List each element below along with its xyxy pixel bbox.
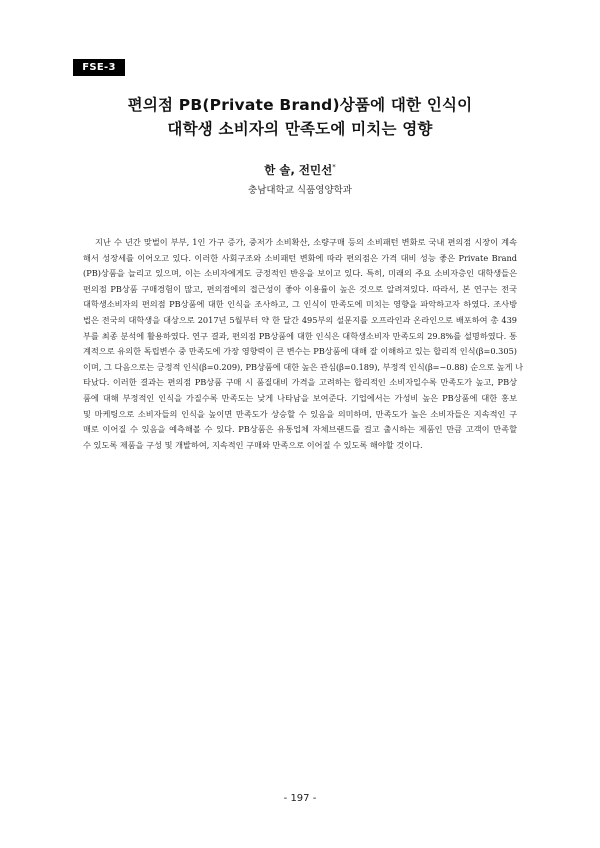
- abstract-line: 법은 전국의 대학생을 대상으로 2017년 5월부터 약 한 달간 495부의 설문지를 오프라인과 온라인으로 배포하여 총 439: [83, 314, 517, 325]
- abstract-line: 수 있도록 제품을 구성 및 개발하여, 지속적인 구매와 만족으로 이어질 수 있도록 해야할 것이다.: [83, 439, 423, 450]
- abstract-line: 대학생소비자의 편의점 PB상품에 대한 인식을 조사하고, 그 인식이 만족도에 미치는 영향을 파악하고자 하였다. 조사방: [83, 299, 517, 310]
- abstract-line: 및 마케팅으로 소비자들의 인식을 높이면 만족도가 상승할 수 있음을 의미하며, 만족도가 높은 소비자들은 지속적인 구: [83, 408, 517, 419]
- abstract: [83, 235, 524, 453]
- abstract-line: 매로 이어질 수 있음을 예측해볼 수 있다. PB상품은 유통업체 자체브랜드를 걸고 출시하는 제품인 만큼 고객이 만족할: [83, 424, 517, 435]
- abstract-line: 지난 수 년간 맞벌이 부부, 1인 가구 증가, 중저가 소비확산, 소량구매 등의 소비패턴 변화로 국내 편의점 시장이 계속: [95, 237, 517, 247]
- abstract-line: 계적으로 유의한 독립변수 중 만족도에 가장 영향력이 큰 변수는 PB상품에 대해 잘 이해하고 있는 합리적 인식(β=0.305): [83, 346, 517, 357]
- abstract-line: 타났다. 이러한 결과는 편의점 PB상품 구매 시 품질대비 가격을 고려하는 합리적인 소비자일수록 만족도가 높고, PB상: [83, 377, 517, 388]
- affiliation: 충남대학교 식품영양학과: [248, 185, 352, 196]
- abstract-line: 부를 최종 분석에 활용하였다. 연구 결과, 편의점 PB상품에 대한 인식은 대학생소비자 만족도의 29.8%를 설명하였다. 통: [83, 330, 517, 341]
- session-badge: FSE-3: [73, 59, 125, 76]
- author-names: 한 솔, 전민선: [264, 163, 333, 177]
- paper-title-line-2: 대학생 소비자의 만족도에 미치는 영향: [167, 120, 433, 138]
- page-number: - 197 -: [283, 793, 317, 804]
- paper-title-line-1: 편의점 PB(Private Brand)상품에 대한 인식이: [127, 96, 473, 114]
- abstract-line: 해서 성장세를 이어오고 있다. 이러한 사회구조와 소비패턴 변화에 따라 편의점은 가격 대비 성능 좋은 Private Brand: [83, 252, 517, 263]
- authors: [60, 162, 540, 178]
- abstract-line: 품에 대해 부정적인 인식을 가질수록 만족도는 낮게 나타남을 보여준다. 기업에서는 가성비 높은 PB상품에 대한 홍보: [83, 392, 517, 403]
- abstract-line: (PB)상품을 늘리고 있으며, 이는 소비자에게도 긍정적인 반응을 보이고 있다. 특히, 미래의 주요 소비자층인 대학생들은: [83, 268, 517, 279]
- abstract-line: 편의점 PB상품 구매경험이 많고, 편의점에의 접근성이 좋아 이용률이 높은 것으로 알려져있다. 따라서, 본 연구는 전국: [83, 283, 517, 294]
- abstract-line: 이며, 그 다음으로는 긍정적 인식(β=0.209), PB상품에 대한 높은 관심(β=0.189), 부정적 인식(β=−0.88) 순으로 높게 나: [83, 361, 524, 372]
- corresponding-author-mark: *: [332, 163, 336, 172]
